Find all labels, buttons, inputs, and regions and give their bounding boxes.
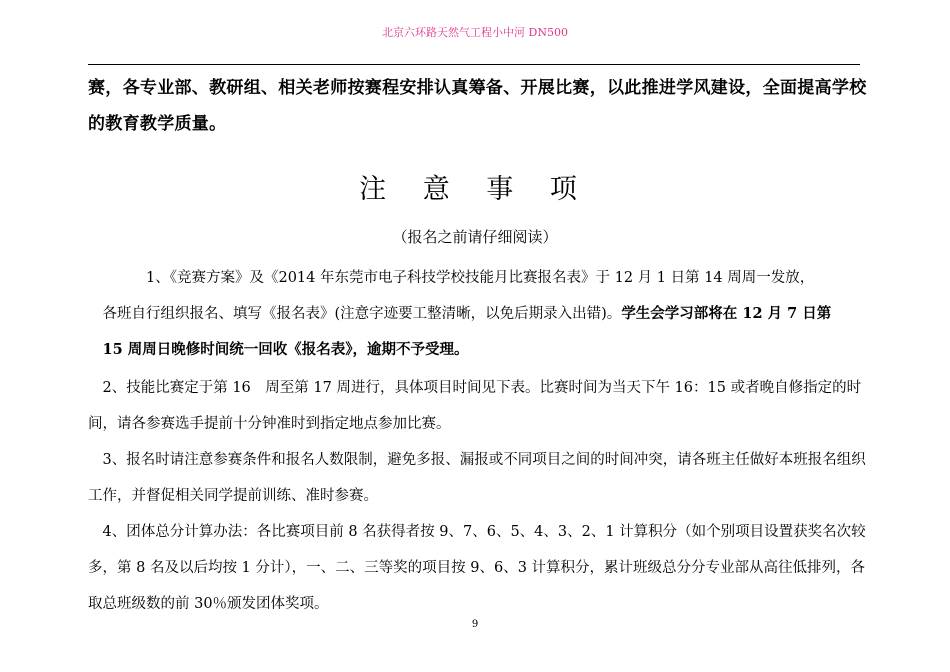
section-subtitle: （报名之前请仔细阅读） bbox=[392, 228, 558, 246]
page-number: 9 bbox=[471, 619, 479, 630]
page-header: 北京六环路天然气工程小中河 DN500 bbox=[382, 26, 568, 39]
notice-item-1-line3-emphasis: 15 周周日晚修时间统一回收《报名表》，逾期不予受理。 bbox=[88, 341, 469, 358]
section-title: 注 意 事 项 bbox=[359, 174, 591, 205]
notice-item-4: 4、团体总分计算办法：各比赛项目前 8 名获得者按 9、7、6、5、4、3、2、1 计算积分（如个别项目设置获奖名次较多，第 8 名及以后均按 1 分计），一、二、三等奖的项目按 9、6、3 计算积分，累计班级总分分专业部从高往低排列，各取总班级数的前 30％颁发团体奖项。 bbox=[88, 524, 866, 612]
notice-item-1-line2-emphasis: 学生会学习部将在 12 月 7 日第 bbox=[621, 305, 832, 322]
intro-paragraph: 赛，各专业部、教研组、相关老师按赛程安排认真筹备、开展比赛，以此推进学风建设，全面提高学校的教育教学质量。 bbox=[88, 78, 867, 134]
notice-item-1-line2: 各班自行组织报名、填写《报名表》(注意字迹要工整清晰，以免后期录入出错)。 bbox=[88, 306, 622, 322]
notice-item-1 bbox=[88, 260, 878, 368]
notice-item-2: 2、技能比赛定于第 16 周至第 17 周进行，具体项目时间见下表。比赛时间为当天下午 16：15 或者晚自修指定的时间，请各参赛选手提前十分钟准时到指定地点参加比赛。 bbox=[88, 380, 862, 432]
header-divider bbox=[88, 64, 860, 65]
notice-item-1-line1: 1、《竞赛方案》及《2014 年东莞市电子科技学校技能月比赛报名表》于 12 月 1 日第 14 周周一发放， bbox=[88, 270, 815, 286]
notice-item-3: 3、报名时请注意参赛条件和报名人数限制，避免多报、漏报或不同项目之间的时间冲突，请各班主任做好本班报名组织工作，并督促相关同学提前训练、准时参赛。 bbox=[88, 452, 866, 504]
